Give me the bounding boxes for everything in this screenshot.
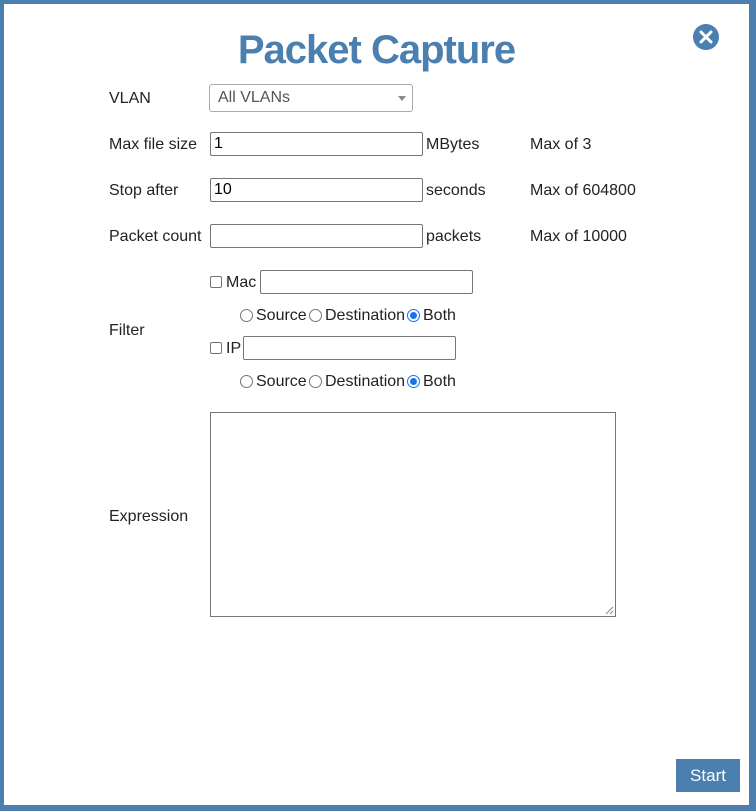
dialog-title: Packet Capture bbox=[237, 28, 516, 72]
max-file-size-hint: Max of 3 bbox=[530, 136, 592, 153]
mac-checkbox[interactable] bbox=[210, 276, 222, 288]
ip-destination-radio[interactable] bbox=[309, 375, 322, 388]
stop-after-unit: seconds bbox=[426, 182, 486, 199]
mac-both-label: Both bbox=[423, 307, 456, 324]
mac-label: Mac bbox=[226, 274, 257, 291]
mac-destination-radio[interactable] bbox=[309, 309, 322, 322]
mac-source-radio[interactable] bbox=[240, 309, 253, 322]
vlan-select[interactable] bbox=[209, 84, 413, 112]
packet-count-hint: Max of 10000 bbox=[530, 228, 627, 245]
vlan-selected-value: All VLANs bbox=[218, 89, 291, 106]
packet-count-label: Packet count bbox=[109, 228, 202, 245]
stop-after-input[interactable] bbox=[210, 178, 423, 202]
expression-label: Expression bbox=[109, 508, 189, 525]
max-file-size-label: Max file size bbox=[109, 136, 198, 153]
ip-source-label: Source bbox=[256, 373, 307, 390]
ip-source-radio[interactable] bbox=[240, 375, 253, 388]
mac-destination-label: Destination bbox=[325, 307, 406, 324]
max-file-size-unit: MBytes bbox=[426, 136, 480, 153]
vlan-label: VLAN bbox=[109, 90, 151, 107]
ip-destination-label: Destination bbox=[325, 373, 406, 390]
chevron-down-icon bbox=[398, 96, 406, 101]
packet-capture-dialog bbox=[4, 4, 749, 805]
ip-checkbox[interactable] bbox=[210, 342, 222, 354]
ip-both-label: Both bbox=[423, 373, 456, 390]
close-icon[interactable] bbox=[693, 24, 719, 50]
mac-input[interactable] bbox=[260, 270, 473, 294]
ip-label: IP bbox=[226, 340, 242, 357]
ip-input[interactable] bbox=[243, 336, 456, 360]
resize-grip-icon[interactable] bbox=[605, 606, 614, 615]
max-file-size-input[interactable] bbox=[210, 132, 423, 156]
packet-count-input[interactable] bbox=[210, 224, 423, 248]
start-button[interactable]: Start bbox=[676, 759, 740, 792]
ip-both-radio[interactable] bbox=[407, 375, 420, 388]
expression-textarea[interactable] bbox=[210, 412, 616, 617]
packet-count-unit: packets bbox=[426, 228, 482, 245]
stop-after-label: Stop after bbox=[109, 182, 179, 199]
mac-source-label: Source bbox=[256, 307, 307, 324]
stop-after-hint: Max of 604800 bbox=[530, 182, 636, 199]
filter-label: Filter bbox=[109, 322, 145, 339]
mac-both-radio[interactable] bbox=[407, 309, 420, 322]
